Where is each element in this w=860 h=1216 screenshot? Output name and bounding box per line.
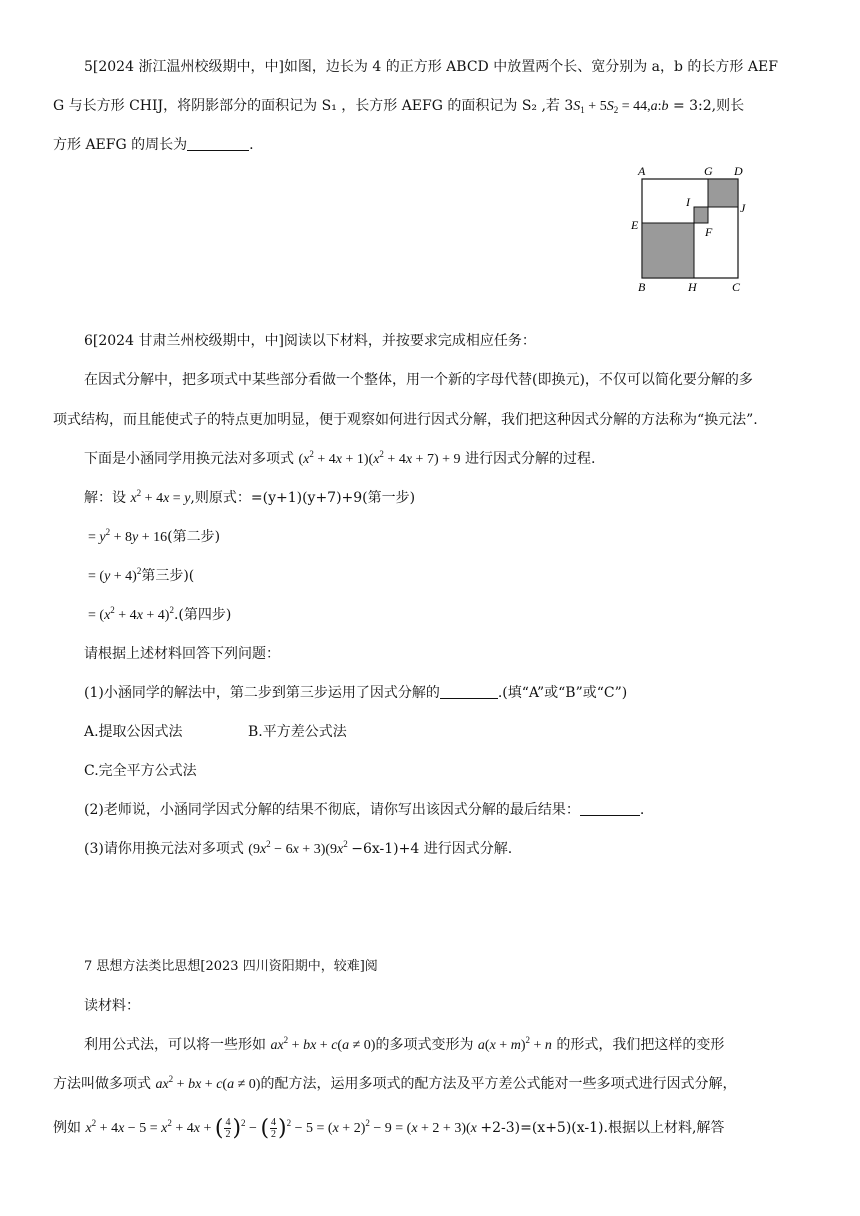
shaded-bottom-left bbox=[642, 223, 694, 278]
q6-sol-text: 解：设 bbox=[84, 490, 131, 506]
q6-q1 bbox=[84, 683, 627, 703]
q7-p3-text: 例如 bbox=[53, 1120, 86, 1136]
q7-p2 bbox=[53, 1074, 736, 1095]
q6-step2-tag: (第二步) bbox=[167, 529, 221, 545]
q6-q1-end: .(填“A”或“B”或“C”) bbox=[497, 685, 628, 701]
q7-p2-end: 的配方法，运用多项式的配方法及平方差公式能对一些多项式进行因式分解， bbox=[260, 1076, 737, 1092]
label-b: B bbox=[638, 280, 646, 294]
shaded-top-right bbox=[708, 179, 738, 207]
q7-example-expr: $x^2 + 4x - 5 = x^2 + 4x$ + ( $\frac{4}{2}$ )$^2$ − ( $\frac{4}{2}$ )$^2 - 5 = (x + 2)^2 - 9 = (x + 2 + 3)(x$ bbox=[85, 1116, 477, 1141]
q7-general-form: $ax^2$ + bx + c(a ≠ 0) bbox=[270, 1035, 376, 1053]
q6-step3-tag: 第三步)( bbox=[141, 568, 195, 584]
figure-shapes bbox=[642, 179, 738, 278]
q5-var-b: b bbox=[661, 99, 669, 114]
label-c: C bbox=[732, 280, 741, 294]
q7-p1-mid: 的多项式变形为 bbox=[375, 1037, 478, 1053]
q6-step4 bbox=[88, 605, 231, 626]
q5-line2-text: G 与长方形 CHIJ，将阴影部分的面积记为 S₁ ，长方形 AEFG 的面积记为 S₂ ,若 3 bbox=[53, 98, 574, 114]
q7-p3 bbox=[53, 1115, 724, 1142]
q6-q2-text: (2)老师说，小涵同学因式分解的结果不彻底，请你写出该因式分解的最后结果： bbox=[84, 802, 580, 818]
q5-var-s2: S bbox=[606, 99, 614, 114]
label-j: J bbox=[740, 201, 746, 215]
q5-plus5: + 5 bbox=[584, 99, 607, 114]
q6-q3-expr: $(9x^2 - 6x + 3)(9x^2$ bbox=[248, 839, 348, 857]
q6-step2-expr: = $y^2 + 8y + 16$ bbox=[88, 527, 168, 545]
label-g: G bbox=[704, 164, 713, 178]
q5-line1: 5[2024 浙江温州校级期中，中]如图，边长为 4 的正方形 ABCD 中放置两个长、宽分别为 a，b 的长方形 AEF bbox=[84, 59, 778, 75]
q6-step2 bbox=[88, 527, 220, 548]
q6-ask: 请根据上述材料回答下列问题： bbox=[84, 646, 280, 662]
q6-p2-end: 进行因式分解的过程. bbox=[460, 451, 596, 467]
q6-step3-expr: = $(y + 4)^2$ bbox=[88, 566, 142, 584]
q7-p1-end: 的形式，我们把这样的变形 bbox=[551, 1037, 725, 1053]
q5-eq44: = 44, bbox=[618, 99, 651, 114]
q6-q1-blank[interactable] bbox=[440, 686, 498, 699]
q6-option-a: A.提取公因式法 bbox=[84, 724, 183, 740]
q6-p1-line1: 在因式分解中，把多项式中某些部分看做一个整体，用一个新的字母代替(即换元)，不仅可以简化要分解的多 bbox=[84, 372, 753, 388]
q6-solution bbox=[84, 488, 415, 509]
q5-sub2: 2 bbox=[613, 105, 619, 115]
q6-step4-expr: = $(x^2 + 4x + 4)^2$ bbox=[88, 605, 174, 623]
q7-p1 bbox=[84, 1035, 724, 1056]
q6-q3-end: −6x-1)+4 进行因式分解. bbox=[351, 841, 513, 857]
q6-p2-text: 下面是小涵同学用换元法对多项式 bbox=[84, 451, 299, 467]
label-a: A bbox=[638, 164, 646, 178]
q5-answer-blank[interactable] bbox=[187, 138, 249, 151]
q5-sub1: 1 bbox=[580, 105, 585, 115]
q6-substitution: $x^2 + 4x = y$ bbox=[130, 488, 191, 506]
q7-read: 读材料： bbox=[84, 998, 140, 1014]
q7-p1-text: 利用公式法，可以将一些形如 bbox=[84, 1037, 271, 1053]
q6-p1-line2: 项式结构，而且能使式子的特点更加明显，便于观察如何进行因式分解，我们把这种因式分解的方法称为“换元法”. bbox=[53, 412, 758, 428]
q5-var-a: a bbox=[650, 99, 658, 114]
q6-polynomial: $(x^2 + 4x + 1)(x^2 + 4x + 7) + 9$ bbox=[298, 449, 461, 467]
q5-line3-text: 方形 AEFG 的周长为 bbox=[53, 137, 188, 153]
label-f: F bbox=[705, 225, 713, 239]
q5-line3-end: . bbox=[249, 137, 254, 153]
q5-var-s: S bbox=[573, 99, 581, 114]
q7-header: 7 思想方法类比思想[2023 四川资阳期中，较难]阅 bbox=[84, 959, 378, 974]
q6-step1: ,则原式：=(y+1)(y+7)+9(第一步) bbox=[190, 490, 416, 506]
q6-header: 6[2024 甘肃兰州校级期中，中]阅读以下材料，并按要求完成相应任务： bbox=[84, 333, 536, 349]
label-d: D bbox=[734, 164, 743, 178]
q5-line3 bbox=[53, 135, 254, 155]
q6-q2 bbox=[84, 800, 644, 820]
q6-option-b: B.平方差公式法 bbox=[248, 724, 347, 740]
label-e: E bbox=[631, 218, 639, 232]
q6-step4-tag: .(第四步) bbox=[173, 607, 232, 623]
shaded-middle bbox=[694, 207, 708, 223]
label-h: H bbox=[688, 280, 697, 294]
q6-q3-text: (3)请你用换元法对多项式 bbox=[84, 841, 249, 857]
q6-q1-text: (1)小涵同学的解法中，第二步到第三步运用了因式分解的 bbox=[84, 685, 440, 701]
q6-q2-end: . bbox=[639, 802, 645, 818]
q5-line2 bbox=[53, 96, 744, 117]
q7-p2-text: 方法叫做多项式 bbox=[53, 1076, 156, 1092]
q6-p2 bbox=[84, 449, 595, 470]
q6-step3 bbox=[88, 566, 194, 587]
q5-colon: : bbox=[657, 99, 662, 114]
label-i: I bbox=[686, 195, 690, 209]
square-figure bbox=[630, 163, 755, 295]
q6-option-c: C.完全平方公式法 bbox=[84, 763, 197, 779]
q6-q3 bbox=[84, 839, 512, 860]
q7-vertex-form: $a(x + m)^2 + n$ bbox=[477, 1035, 552, 1053]
q5-ratio-tail: = 3:2,则长 bbox=[668, 98, 745, 114]
q7-general-form-2: $ax^2$ + bx + c(a ≠ 0) bbox=[155, 1074, 261, 1092]
q7-p3-end: +2-3)=(x+5)(x-1).根据以上材料,解答 bbox=[480, 1120, 725, 1136]
q6-q2-blank[interactable] bbox=[580, 803, 640, 816]
